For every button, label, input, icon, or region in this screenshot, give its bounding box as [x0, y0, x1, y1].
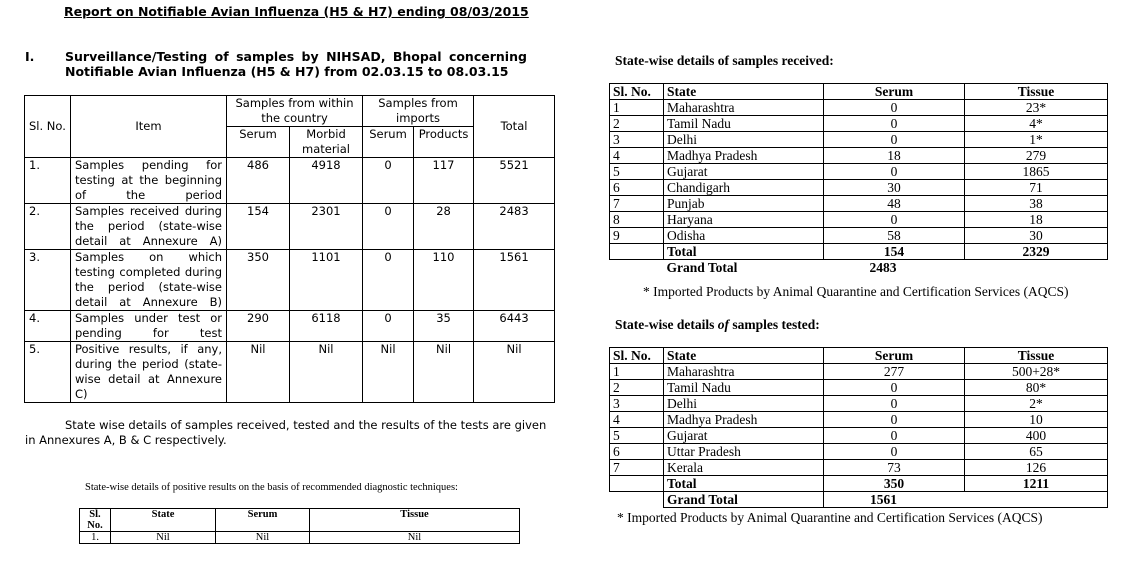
state-name: Odisha: [664, 228, 824, 244]
pos-serum-header: Serum: [216, 509, 310, 532]
received-grand-total-row: [610, 260, 1108, 276]
recv-grand-blank: [610, 260, 664, 276]
annexure-note-line2: in Annexures A, B & C respectively.: [25, 433, 227, 447]
state-row: [610, 164, 1108, 180]
row-serum: Nil: [227, 342, 290, 403]
state-row: [610, 364, 1108, 380]
products-header: Products: [414, 127, 474, 158]
row-morbid: 2301: [290, 204, 363, 250]
row-serum: 154: [227, 204, 290, 250]
imports-header: Samples from imports: [363, 96, 474, 127]
section-number: I.: [25, 49, 35, 64]
test-grand-total-label: Grand Total: [664, 492, 824, 508]
surveillance-row: [25, 342, 555, 403]
section-heading-word: of: [214, 49, 229, 64]
row-products: 35: [414, 311, 474, 342]
test-total-serum: 350: [824, 476, 965, 492]
row-imports-serum: 0: [363, 158, 414, 204]
state-sl-no: 8: [610, 212, 664, 228]
report-title: Report on Notifiable Avian Influenza (H5 & H7) ending 08/03/2015: [64, 4, 529, 19]
row-item: Positive results, if any, during the period (state-wise detail at Annexure C): [71, 342, 227, 403]
morbid-header: Morbid material: [290, 127, 363, 158]
state-name: Chandigarh: [664, 180, 824, 196]
tested-table: [609, 347, 1108, 508]
state-sl-no: 2: [610, 116, 664, 132]
state-row: [610, 100, 1108, 116]
test-sl-no-header: Sl. No.: [610, 348, 664, 364]
imports-serum-header: Serum: [363, 127, 414, 158]
row-sl-no: 2.: [25, 204, 71, 250]
section-heading-line2: Notifiable Avian Influenza (H5 & H7) from 02.03.15 to 08.03.15: [65, 64, 509, 79]
test-grand-blank: [610, 492, 664, 508]
section-heading: [65, 49, 527, 79]
tested-total-row: [610, 476, 1108, 492]
received-total-row: [610, 244, 1108, 260]
state-name: Tamil Nadu: [664, 116, 824, 132]
state-row: [610, 228, 1108, 244]
test-total-tissue: 1211: [965, 476, 1108, 492]
row-morbid: Nil: [290, 342, 363, 403]
section-heading-word: concerning: [448, 49, 527, 64]
tested-caption-c: samples tested:: [728, 317, 820, 332]
row-total: 1561: [474, 250, 555, 311]
state-sl-no: 2: [610, 380, 664, 396]
row-item: Samples pending for testing at the beginning of the period: [71, 158, 227, 204]
section-heading-word: samples: [236, 49, 295, 64]
row-serum: 350: [227, 250, 290, 311]
state-sl-no: 9: [610, 228, 664, 244]
state-row: [610, 212, 1108, 228]
state-name: Gujarat: [664, 164, 824, 180]
state-name: Madhya Pradesh: [664, 412, 824, 428]
state-tissue: 38: [965, 196, 1108, 212]
test-total-label: Total: [664, 476, 824, 492]
state-serum: 0: [824, 116, 965, 132]
row-sl-no: 4.: [25, 311, 71, 342]
state-name: Delhi: [664, 396, 824, 412]
section-heading-word: by: [301, 49, 319, 64]
surveillance-row: [25, 158, 555, 204]
within-country-header: Samples from within the country: [227, 96, 363, 127]
state-serum: 0: [824, 396, 965, 412]
state-row: [610, 412, 1108, 428]
state-name: Kerala: [664, 460, 824, 476]
state-tissue: 65: [965, 444, 1108, 460]
row-serum: 290: [227, 311, 290, 342]
state-tissue: 10: [965, 412, 1108, 428]
tested-caption-a: State-wise details: [615, 317, 718, 332]
state-serum: 30: [824, 180, 965, 196]
test-grand-total: 1561: [824, 492, 1108, 508]
row-item: Samples under test or pending for test: [71, 311, 227, 342]
state-sl-no: 5: [610, 428, 664, 444]
recv-total-tissue: 2329: [965, 244, 1108, 260]
state-serum: 0: [824, 380, 965, 396]
state-row: [610, 396, 1108, 412]
state-name: Uttar Pradesh: [664, 444, 824, 460]
sl-no-header: Sl. No.: [25, 96, 71, 158]
surveillance-header-row: [25, 96, 555, 127]
state-name: Delhi: [664, 132, 824, 148]
state-tissue: 71: [965, 180, 1108, 196]
row-morbid: 6118: [290, 311, 363, 342]
pos-sl-no-header: Sl. No.: [80, 509, 111, 532]
row-morbid: 4918: [290, 158, 363, 204]
state-name: Maharashtra: [664, 100, 824, 116]
state-tissue: 30: [965, 228, 1108, 244]
state-row: [610, 380, 1108, 396]
received-table: [609, 83, 1108, 275]
state-name: Maharashtra: [664, 364, 824, 380]
state-tissue: 400: [965, 428, 1108, 444]
positive-results-caption: State-wise details of positive results on the basis of recommended diagnostic techniques:: [85, 482, 458, 493]
state-serum: 73: [824, 460, 965, 476]
recv-total-label: Total: [664, 244, 824, 260]
recv-state-header: State: [664, 84, 824, 100]
state-serum: 0: [824, 212, 965, 228]
tested-footnote: * Imported Products by Animal Quarantine and Certification Services (AQCS): [617, 510, 1043, 525]
row-imports-serum: 0: [363, 204, 414, 250]
state-serum: 48: [824, 196, 965, 212]
state-name: Madhya Pradesh: [664, 148, 824, 164]
tested-grand-total-row: [610, 492, 1108, 508]
state-row: [610, 132, 1108, 148]
row-products: 110: [414, 250, 474, 311]
surveillance-row: [25, 311, 555, 342]
tested-caption: [615, 317, 820, 333]
state-tissue: 126: [965, 460, 1108, 476]
row-products: 117: [414, 158, 474, 204]
tested-header-row: [610, 348, 1108, 364]
item-header: Item: [71, 96, 227, 158]
test-state-header: State: [664, 348, 824, 364]
state-row: [610, 116, 1108, 132]
row-item: Samples on which testing completed during the period (state-wise detail at Annexure B): [71, 250, 227, 311]
serum-header: Serum: [227, 127, 290, 158]
recv-serum-header: Serum: [824, 84, 965, 100]
state-sl-no: 3: [610, 396, 664, 412]
state-sl-no: 4: [610, 412, 664, 428]
state-tissue: 1865: [965, 164, 1108, 180]
state-tissue: 18: [965, 212, 1108, 228]
surveillance-row: [25, 204, 555, 250]
positive-results-table: [79, 508, 520, 544]
section-heading-word: NIHSAD,: [326, 49, 386, 64]
row-imports-serum: Nil: [363, 342, 414, 403]
row-products: Nil: [414, 342, 474, 403]
row-sl-no: 1.: [25, 158, 71, 204]
state-row: [610, 148, 1108, 164]
test-serum-header: Serum: [824, 348, 965, 364]
recv-grand-total-label: Grand Total: [664, 260, 824, 276]
row-sl-no: 5.: [25, 342, 71, 403]
state-row: [610, 428, 1108, 444]
pos-tissue-header: Tissue: [310, 509, 520, 532]
tested-caption-b: of: [717, 317, 729, 332]
test-tissue-header: Tissue: [965, 348, 1108, 364]
state-serum: 0: [824, 164, 965, 180]
pos-sl-no: 1.: [80, 532, 111, 544]
state-serum: 58: [824, 228, 965, 244]
state-sl-no: 4: [610, 148, 664, 164]
row-total: Nil: [474, 342, 555, 403]
surveillance-table: [24, 95, 555, 403]
state-sl-no: 1: [610, 100, 664, 116]
pos-serum: Nil: [216, 532, 310, 544]
state-tissue: 500+28*: [965, 364, 1108, 380]
row-imports-serum: 0: [363, 250, 414, 311]
state-tissue: 2*: [965, 396, 1108, 412]
state-sl-no: 6: [610, 180, 664, 196]
positive-header-row: [80, 509, 520, 532]
row-total: 2483: [474, 204, 555, 250]
state-sl-no: 3: [610, 132, 664, 148]
state-sl-no: 6: [610, 444, 664, 460]
state-sl-no: 7: [610, 196, 664, 212]
state-serum: 0: [824, 412, 965, 428]
state-name: Haryana: [664, 212, 824, 228]
state-serum: 0: [824, 100, 965, 116]
recv-tissue-header: Tissue: [965, 84, 1108, 100]
row-total: 6443: [474, 311, 555, 342]
state-tissue: 4*: [965, 116, 1108, 132]
received-footnote: * Imported Products by Animal Quarantine and Certification Services (AQCS): [643, 284, 1069, 299]
surveillance-row: [25, 250, 555, 311]
state-tissue: 23*: [965, 100, 1108, 116]
state-tissue: 1*: [965, 132, 1108, 148]
row-sl-no: 3.: [25, 250, 71, 311]
total-header: Total: [474, 96, 555, 158]
state-sl-no: 7: [610, 460, 664, 476]
pos-state: Nil: [111, 532, 216, 544]
row-total: 5521: [474, 158, 555, 204]
section-heading-line1: [65, 49, 527, 64]
recv-sl-no-header: Sl. No.: [610, 84, 664, 100]
state-row: [610, 196, 1108, 212]
received-caption: State-wise details of samples received:: [615, 53, 834, 68]
state-sl-no: 1: [610, 364, 664, 380]
state-row: [610, 460, 1108, 476]
recv-total-blank: [610, 244, 664, 260]
state-name: Tamil Nadu: [664, 380, 824, 396]
section-heading-word: Bhopal: [392, 49, 442, 64]
recv-grand-total: 2483: [824, 260, 1108, 276]
state-row: [610, 444, 1108, 460]
state-serum: 0: [824, 132, 965, 148]
state-sl-no: 5: [610, 164, 664, 180]
state-tissue: 80*: [965, 380, 1108, 396]
state-row: [610, 180, 1108, 196]
annexure-note: [25, 418, 547, 448]
state-serum: 18: [824, 148, 965, 164]
state-name: Gujarat: [664, 428, 824, 444]
row-serum: 486: [227, 158, 290, 204]
recv-total-serum: 154: [824, 244, 965, 260]
test-total-blank: [610, 476, 664, 492]
row-products: 28: [414, 204, 474, 250]
section-heading-word: Surveillance/Testing: [65, 49, 208, 64]
received-header-row: [610, 84, 1108, 100]
positive-row: [80, 532, 520, 544]
annexure-note-line1: State wise details of samples received, tested and the results of the tests are given: [65, 418, 547, 432]
pos-tissue: Nil: [310, 532, 520, 544]
row-imports-serum: 0: [363, 311, 414, 342]
state-tissue: 279: [965, 148, 1108, 164]
row-item: Samples received during the period (state-wise detail at Annexure A): [71, 204, 227, 250]
pos-state-header: State: [111, 509, 216, 532]
state-serum: 277: [824, 364, 965, 380]
state-serum: 0: [824, 428, 965, 444]
state-name: Punjab: [664, 196, 824, 212]
state-serum: 0: [824, 444, 965, 460]
row-morbid: 1101: [290, 250, 363, 311]
